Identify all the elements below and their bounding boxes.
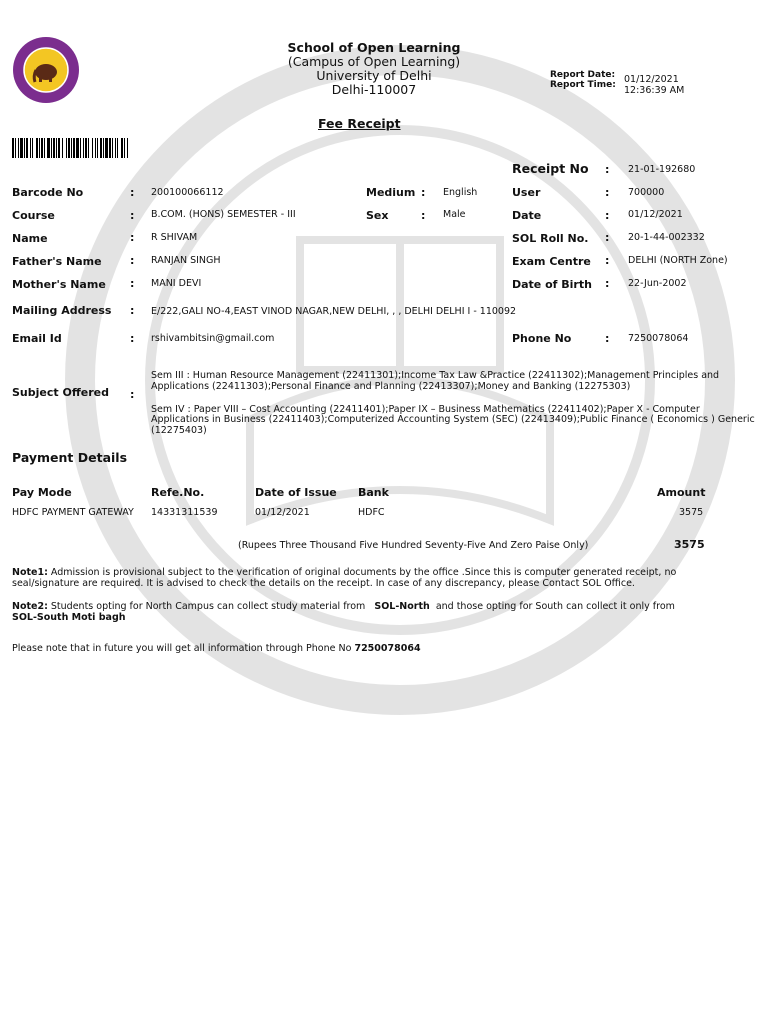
sol-roll-label: SOL Roll No. (512, 232, 589, 245)
father-name-value: RANJAN SINGH (151, 255, 221, 266)
address-line: Delhi-110007 (331, 82, 417, 97)
payment-details-heading: Payment Details (12, 450, 128, 465)
report-time-value: 12:36:39 AM (624, 85, 685, 96)
date-label: Date (512, 209, 542, 222)
phone-value: 7250078064 (628, 333, 689, 344)
ref-no-value: 14331311539 (151, 507, 218, 518)
report-time-label: Report Time: (550, 80, 616, 90)
total-amount: 3575 (674, 538, 705, 551)
date-of-issue-value: 01/12/2021 (255, 507, 310, 518)
sem3-line2: Applications (22411303);Personal Finance and Planning (22413307);Money and Banking (12275303) (151, 381, 631, 392)
note1-line2: seal/signature are required. It is advised to check the details on the receipt. In case of any discrepancy, please Contact SOL Office. (12, 578, 635, 589)
report-date-value: 01/12/2021 (624, 74, 679, 85)
mother-name-label: Mother's Name (12, 278, 106, 291)
dob-label: Date of Birth (512, 278, 592, 291)
university-seal-logo (11, 36, 81, 104)
date-value: 01/12/2021 (628, 209, 683, 220)
sem4-line1: Sem IV : Paper VIII – Cost Accounting (22411401);Paper IX – Business Mathematics (22411402);Paper X - Computer (151, 404, 700, 415)
sex-label: Sex (366, 209, 389, 222)
pay-mode-header: Pay Mode (12, 486, 72, 499)
medium-value: English (443, 187, 478, 198)
sex-value: Male (443, 209, 466, 220)
father-name-label: Father's Name (12, 255, 102, 268)
university-name: University of Delhi (316, 68, 432, 83)
barcode-no-label: Barcode No (12, 186, 84, 199)
footer-info: Please note that in future you will get all information through Phone No 7250078064 (12, 643, 421, 654)
email-value: rshivambitsin@gmail.com (151, 333, 275, 344)
sem4-line3: (12275403) (151, 425, 207, 436)
user-label: User (512, 186, 541, 199)
pay-mode-value: HDFC PAYMENT GATEWAY (12, 507, 134, 518)
receipt-title: Fee Receipt (318, 116, 401, 131)
subject-offered-label: Subject Offered (12, 386, 109, 399)
sem3-line1: Sem III : Human Resource Management (22411301);Income Tax Law &Practice (22411302);Management Principles and (151, 370, 720, 381)
campus-name: (Campus of Open Learning) (287, 54, 461, 69)
sem4-line2: Applications in Business (22411403);Computerized Accounting System (SEC) (22413409);Public Finance ( Economics ) Generic (151, 414, 755, 425)
ref-no-header: Refe.No. (151, 486, 205, 499)
barcode-no-value: 200100066112 (151, 187, 224, 198)
exam-centre-value: DELHI (NORTH Zone) (628, 255, 728, 266)
course-label: Course (12, 209, 55, 222)
phone-label: Phone No (512, 332, 572, 345)
mother-name-value: MANI DEVI (151, 278, 202, 289)
barcode-image (12, 138, 208, 158)
sol-roll-value: 20-1-44-002332 (628, 232, 705, 243)
amount-in-words: (Rupees Three Thousand Five Hundred Seventy-Five And Zero Paise Only) (238, 540, 589, 551)
note2-line1: Note2: Students opting for North Campus can collect study material from SOL-North and those opting for South can collect it only from (12, 601, 675, 612)
user-value: 700000 (628, 187, 665, 198)
bank-header: Bank (358, 486, 389, 499)
date-of-issue-header: Date of Issue (255, 486, 337, 499)
note2-line2: SOL-South Moti bagh (12, 612, 126, 623)
institution-name: School of Open Learning (287, 40, 461, 55)
mailing-address-label: Mailing Address (12, 304, 112, 317)
name-label: Name (12, 232, 48, 245)
receipt-no-label: Receipt No (512, 161, 589, 176)
medium-label: Medium (366, 186, 416, 199)
amount-header: Amount (657, 486, 706, 499)
mailing-address-value: E/222,GALI NO-4,EAST VINOD NAGAR,NEW DELHI, , , DELHI DELHI I - 110092 (151, 306, 517, 317)
note1-line1: Note1: Admission is provisional subject to the verification of original documents by the office .Since this is computer generated receipt, no (12, 567, 677, 578)
course-value: B.COM. (HONS) SEMESTER - III (151, 209, 296, 220)
email-label: Email Id (12, 332, 62, 345)
exam-centre-label: Exam Centre (512, 255, 591, 268)
amount-value: 3575 (679, 507, 704, 518)
dob-value: 22-Jun-2002 (628, 278, 687, 289)
bank-value: HDFC (358, 507, 385, 518)
name-value: R SHIVAM (151, 232, 198, 243)
report-date-label: Report Date: (550, 70, 616, 80)
receipt-no-value: 21-01-192680 (628, 164, 696, 175)
